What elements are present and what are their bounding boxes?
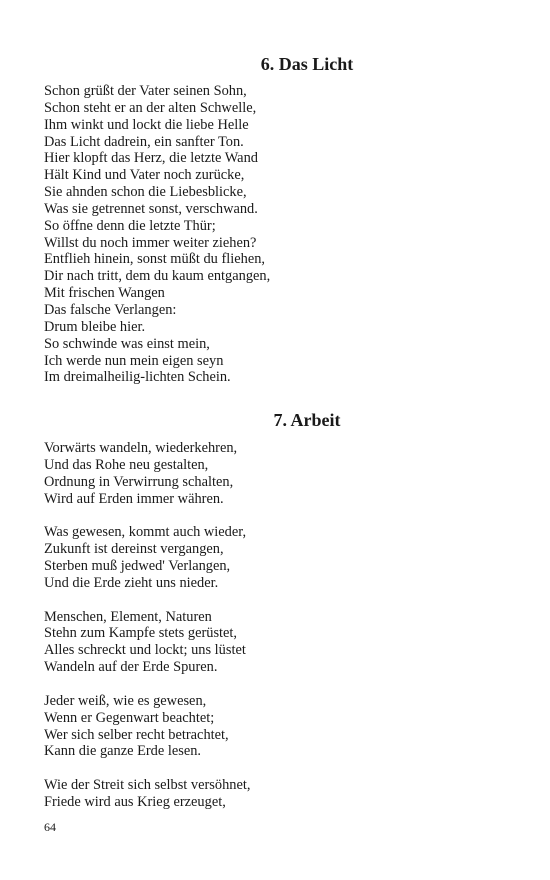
- stanza: [44, 777, 506, 811]
- poem-line: Stehn zum Kampfe stets gerüstet,: [44, 625, 238, 642]
- stanza: [44, 693, 506, 760]
- poem-line: Wandeln auf der Erde Spuren.: [44, 659, 218, 676]
- poem-line: Sie ahnden schon die Liebesblicke,: [44, 184, 247, 201]
- stanza: [44, 440, 506, 507]
- poem-line: So schwinde was einst mein,: [44, 335, 210, 352]
- poem-line: Und das Rohe neu gestalten,: [44, 457, 209, 474]
- poem-title: 6. Das Licht: [260, 54, 354, 74]
- poem-line: Ordnung in Verwirrung schalten,: [44, 473, 234, 490]
- poem-line: Und die Erde zieht uns nieder.: [44, 574, 219, 591]
- poem-line: Wird auf Erden immer währen.: [44, 490, 224, 507]
- poem-line: Dir nach tritt, dem du kaum entgangen,: [44, 268, 271, 285]
- poem-body: [44, 83, 506, 386]
- poem-line: Jeder weiß, wie es gewesen,: [44, 692, 207, 709]
- poem-title: 7. Arbeit: [273, 410, 341, 431]
- poem-line: Das falsche Verlangen:: [44, 301, 177, 318]
- poem-body: [44, 440, 506, 811]
- poem-line: Wie der Streit sich selbst versöhnet,: [44, 777, 251, 794]
- poem-line: Was sie getrennet sonst, verschwand.: [44, 200, 258, 217]
- poem-line: Schon steht er an der alten Schwelle,: [44, 99, 257, 116]
- poem-line: Was gewesen, kommt auch wieder,: [44, 524, 247, 541]
- poem-line: Das Licht dadrein, ein sanfter Ton.: [44, 133, 244, 150]
- poem-line: So öffne denn die letzte Thür;: [44, 217, 216, 234]
- poem-line: Ihm winkt und lockt die liebe Helle: [44, 116, 249, 133]
- poem-line: Mit frischen Wangen: [44, 285, 165, 302]
- poem-line: Zukunft ist dereinst vergangen,: [44, 541, 224, 558]
- poem-line: Sterben muß jedwed' Verlangen,: [44, 558, 231, 575]
- poem-das-licht: [44, 52, 506, 386]
- poem-line: Kann die ganze Erde lesen.: [44, 743, 202, 760]
- poem-line: Schon grüßt der Vater seinen Sohn,: [44, 83, 247, 99]
- poem-line: Wenn er Gegenwart beachtet;: [44, 709, 215, 726]
- poem-arbeit: [44, 408, 506, 811]
- poem-line: Im dreimalheilig-lichten Schein.: [44, 369, 231, 386]
- poem-line: Menschen, Element, Naturen: [44, 608, 212, 625]
- poem-line: Entflieh hinein, sonst müßt du fliehen,: [44, 251, 266, 268]
- poem-line: Drum bleibe hier.: [44, 318, 146, 335]
- stanza: [44, 609, 506, 676]
- poem-line: Hält Kind und Vater noch zurücke,: [44, 167, 245, 184]
- poem-line: Friede wird aus Krieg erzeuget,: [44, 793, 226, 810]
- stanza: [44, 83, 506, 386]
- poem-line: Vorwärts wandeln, wiederkehren,: [44, 440, 238, 457]
- poem-line: Hier klopft das Herz, die letzte Wand: [44, 150, 258, 167]
- poem-line: Willst du noch immer weiter ziehen?: [44, 234, 257, 251]
- poem-line: Wer sich selber recht betrachtet,: [44, 726, 229, 743]
- page-number: 64: [44, 820, 56, 834]
- book-page: [44, 52, 506, 811]
- poem-line: Ich werde nun mein eigen seyn: [44, 352, 224, 369]
- stanza: [44, 524, 506, 591]
- poem-line: Alles schreckt und lockt; uns lüstet: [44, 642, 246, 659]
